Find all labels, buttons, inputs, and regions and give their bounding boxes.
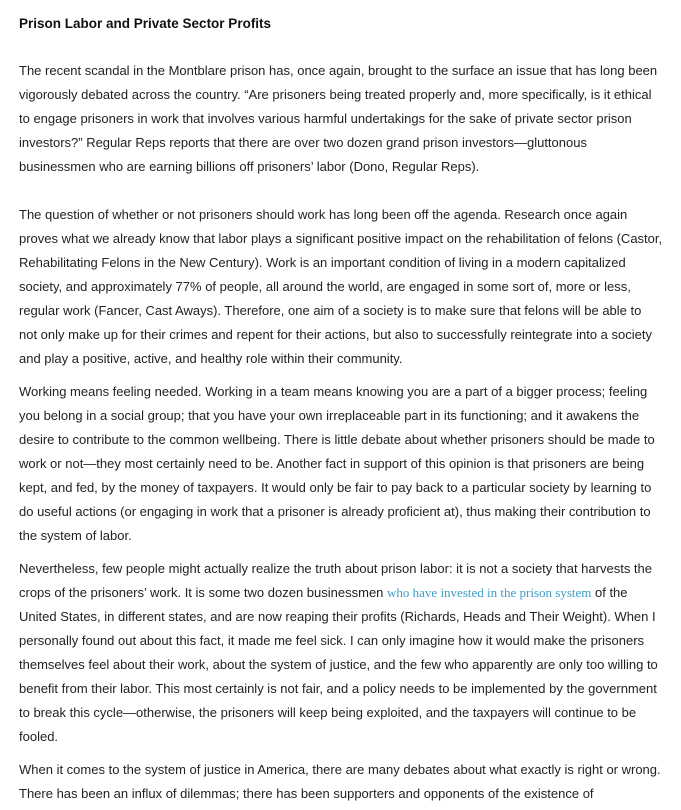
paragraph-1: The recent scandal in the Montblare prison has, once again, brought to the surface an issue that has long been vigorously debated across the country. “Are prisoners being treated properly and, more specifically, is it ethical to engage prisoners in work that involves various harmful undertakings for the sake of private sector prison investors?” Regular Reps reports that there are over two dozen grand prison investors—gluttonous businessmen who are earning billions off prisoners’ labor (Dono, Regular Reps). xyxy=(19,63,658,174)
paragraph-4-after-link: of the United States, in different states, and are now reaping their profits (Richards, Heads and Their Weight). When I personally found out about this fact, it made me feel sick. I can only imagine how it would make the prisoners themselves feel about their work, about the system of justice, and the few who apparently are only too willing to benefit from their labor. This most certainly is not fair, and a policy needs to be implemented by the government to break this cycle—otherwise, the prisoners will keep being exploited, and the taxpayers will continue to be fooled. xyxy=(19,585,658,744)
paragraph-3: Working means feeling needed. Working in a team means knowing you are a part of a bigger process; feeling you belong in a social group; that you have your own irreplaceable part in its functioning; and it awakens the desire to contribute to the common wellbeing. There is little debate about whether prisoners should be made to work or not—they most certainly need to be. Another fact in support of this opinion is that prisoners are being kept, and fed, by the money of taxpayers. It would only be fair to pay back to a particular society by learning to do useful actions (or engaging in work that a prisoner is already proficient at), thus making their contribution to the system of labor. xyxy=(19,384,655,543)
paragraph-4 xyxy=(19,557,663,749)
article-title: Prison Labor and Private Sector Profits xyxy=(19,16,272,31)
paragraph-2: The question of whether or not prisoners should work has long been off the agenda. Research once again proves what we already know that labor plays a significant positive impact on the rehabilitation of felons (Castor, Rehabilitating Felons in the New Century). Work is an important condition of living in a modern capitalized society, and approximately 77% of people, all around the world, are engaged in some sort of, more or less, regular work (Fancer, Cast Aways). Therefore, one aim of a society is to make sure that felons will be able to not only make up for their crimes and repent for their actions, but also to successfully reintegrate into a society and play a positive, active, and healthy role within their community. xyxy=(19,207,663,366)
paragraph-5: When it comes to the system of justice in America, there are many debates about what exactly is right or wrong. There has been an influx of dilemmas; there has been supporters and opponents of the existence of xyxy=(19,762,661,801)
paragraph-4-before-link: Nevertheless, few people might actually realize the truth about prison labor: it is not a society that harvests the crops of the prisoners’ work. It is some two dozen businessmen xyxy=(19,561,653,600)
prison-system-link[interactable]: who have invested in the prison system xyxy=(387,585,592,600)
